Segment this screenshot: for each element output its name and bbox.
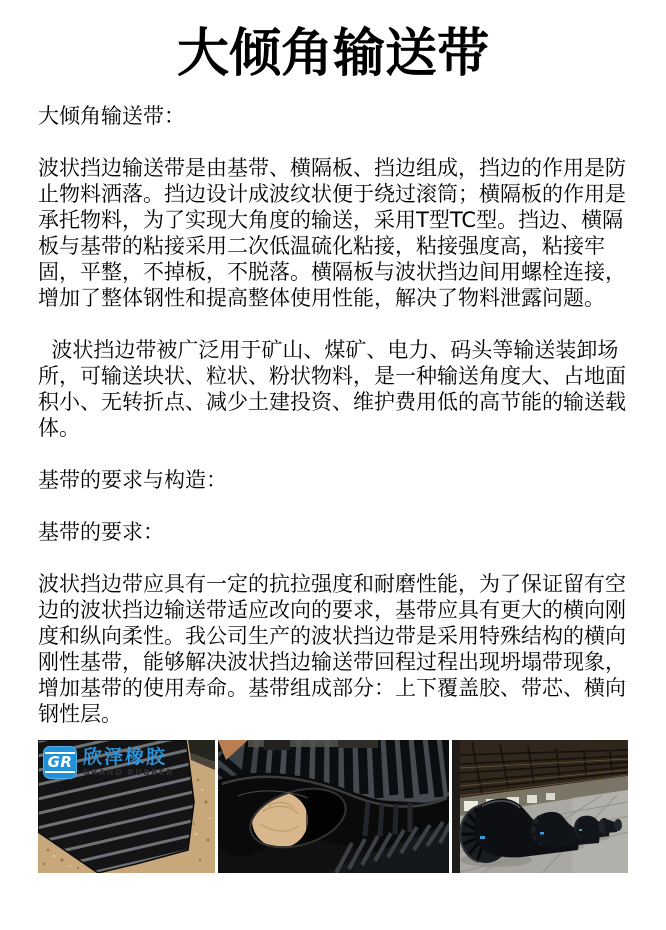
closeup-photo-illustration [218,740,449,873]
product-photo-panels[interactable] [38,740,215,873]
heading-base-belt-structure: 基带的要求与构造： [38,468,227,492]
bottom-whitespace [0,873,666,905]
product-photo-warehouse[interactable] [452,740,628,873]
paragraph-applications: 波状挡边带被广泛用于矿山、煤矿、电力、码头等输送装卸场所，可输送块状、粒状、粉状物料，是一种输送角度大、占地面积小、无转折点、减少土建投资、维护费用低的高节能的输送载体。 [38,338,626,440]
article-body [0,24,666,727]
product-photo-gallery [38,740,628,873]
brand-name-cn: 欣泽橡胶 [83,746,168,768]
brand-name-en: GRAND RUBBER [83,768,174,777]
paragraph-intro-label: 大倾角输送带： [38,104,185,128]
brand-logo-mark [43,746,77,779]
warehouse-photo-illustration [452,740,628,873]
product-photo-closeup[interactable] [218,740,449,873]
brand-logo-text [83,746,174,778]
paragraph-base-belt-detail: 波状挡边带应具有一定的抗拉强度和耐磨性能，为了保证留有空边的波状挡边输送带适应改向的要求，基带应具有更大的横向刚度和纵向柔性。我公司生产的波状挡边带是采用特殊结构的横向刚性基带，能够解决波状挡边输送带回程过程出现坍塌带现象，增加基带的使用寿命。基带组成部分：上下覆盖胶、带芯、横向钢性层。 [38,572,626,726]
brand-logo [43,746,174,779]
page-title: 大倾角输送带 [176,24,489,84]
paragraph-composition: 波状挡边输送带是由基带、横隔板、挡边组成，挡边的作用是防止物料洒落。挡边设计成波纹状便于绕过滚筒；横隔板的作用是承托物料，为了实现大角度的输送，采用T型TC型。挡边、横隔板与基带的粘接采用二次低温硫化粘接，粘接强度高，粘接牢固，平整，不掉板，不脱落。横隔板与波状挡边间用螺栓连接，增加了整体钢性和提高整体使用性能，解决了物料泄露问题。 [38,156,626,310]
heading-base-belt-requirements: 基带的要求： [38,520,164,544]
brand-monogram: GR [45,752,76,773]
